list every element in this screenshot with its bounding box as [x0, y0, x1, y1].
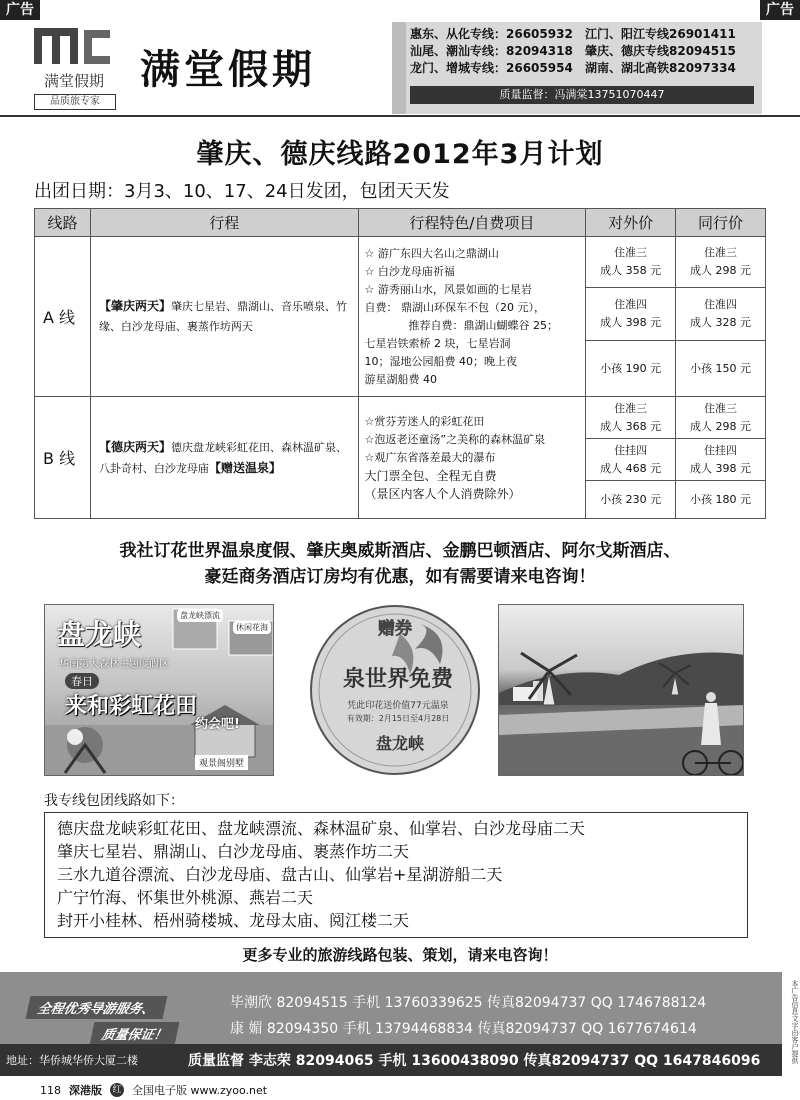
- header-public-price: 对外价: [586, 209, 676, 237]
- coupon-top-label: 赠券: [378, 619, 412, 639]
- price-room: 住挂四: [704, 443, 738, 457]
- header-divider: [0, 115, 800, 117]
- departure-dates: 出团日期：3月3、10、17、24日发团，包团天天发: [34, 181, 450, 202]
- route-a-label: A 线: [35, 237, 91, 397]
- package-heading: 我专线包团线路如下：: [44, 793, 184, 809]
- ad-tag-left: 广告: [0, 0, 40, 20]
- feature-line: 七星岩铁索桥 2 块，七星岩洞: [364, 336, 511, 350]
- price-value: 成人 328 元: [690, 316, 752, 329]
- route-b-itinerary-title: 【德庆两天】: [98, 439, 171, 454]
- logo-slogan: 品质旅专家: [34, 94, 116, 110]
- poster-villa-tag: 观景阁别墅: [195, 755, 248, 770]
- price-room: 住准三: [614, 246, 648, 259]
- price-cell: [586, 481, 676, 519]
- contact-footer: [0, 972, 782, 1076]
- feature-line: 10；湿地公园船费 40；晚上夜: [364, 354, 518, 368]
- hotline-entry: 龙门、增城专线：26605954: [410, 61, 573, 75]
- price-value: 小孩 230 元: [600, 492, 662, 506]
- address: 地址：华侨城华侨大厦二楼: [6, 1054, 138, 1067]
- price-room: 住准三: [614, 401, 648, 415]
- poster-title: 盘龙峡: [57, 618, 142, 651]
- contact-line: 康 媚 82094350 手机 13794468834 传真82094737 QQ 1677674614: [230, 1021, 697, 1037]
- feature-line: ☆观广东省落差最大的瀑布: [364, 450, 496, 464]
- price-value: 成人 398 元: [600, 316, 662, 329]
- poster-date-text: 约会吧!: [195, 717, 240, 732]
- more-info: 更多专业的旅游线路包装、策划，请来电咨询！: [242, 946, 558, 964]
- list-item: 三水九道谷漂流、白沙龙母庙、盘古山、仙掌岩+星湖游船二天: [57, 865, 503, 884]
- coupon-main-label: 泉世界免费: [342, 667, 454, 692]
- hotline-entry: 湖南、湖北高铁82097334: [585, 61, 736, 75]
- quality-supervision: 质量监督：冯满棠13751070447: [410, 86, 754, 104]
- price-room: 住准四: [704, 298, 738, 311]
- header: [0, 20, 800, 116]
- hotline-row: [410, 60, 760, 77]
- feature-line: ☆ 白沙龙母庙祈福: [364, 264, 455, 278]
- table-row-a: [35, 237, 766, 288]
- feature-line: 推荐自费：鼎湖山蝴蝶谷 25；: [408, 318, 559, 332]
- feature-line: 大门票全包、全程无自费: [364, 468, 497, 483]
- mc-logo-icon: [34, 26, 114, 66]
- list-item: 封开小桂林、梧州骑楼城、龙母太庙、阅江楼二天: [57, 911, 410, 930]
- price-value: 小孩 150 元: [690, 361, 752, 375]
- route-b-gift: 【赠送温泉】: [208, 460, 281, 475]
- contact-list: [230, 990, 706, 1042]
- list-item: 德庆盘龙峡彩虹花田、盘龙峡漂流、森林温矿泉、仙掌岩、白沙龙母庙二天: [57, 819, 586, 838]
- route-b-itinerary: [90, 397, 358, 519]
- header-line: 线路: [35, 209, 91, 237]
- coupon-circle-icon: [300, 604, 490, 776]
- price-cell: [586, 341, 676, 397]
- hotline-entry: 江门、阳江专线26901411: [585, 27, 736, 41]
- price-value: 成人 398 元: [690, 461, 752, 475]
- hotline-entry: 惠东、从化专线：26605932: [410, 27, 573, 41]
- price-value: 成人 368 元: [600, 419, 662, 433]
- list-item: 广宁竹海、怀集世外桃源、燕岩二天: [57, 888, 314, 907]
- edition-badge-icon: 红: [110, 1083, 124, 1097]
- feature-line: ☆ 游广东四大名山之鼎湖山: [364, 246, 499, 260]
- panlongxia-poster: [44, 604, 274, 776]
- brand-logo: [20, 22, 128, 112]
- page-footer: [40, 1082, 267, 1098]
- hot-spring-coupon: [300, 604, 490, 776]
- list-item: 肇庆七星岩、鼎湖山、白沙龙母庙、裹蒸作坊二天: [57, 842, 410, 861]
- poster-rafting-tag: 盘龙峡漂流: [177, 609, 223, 622]
- footer-slogan-1: 全程优秀导游服务、: [26, 996, 168, 1019]
- route-b-itinerary-text: 德庆盘龙峡彩虹花田、森林温矿泉、八卦奇村、白沙龙母庙: [98, 440, 347, 475]
- price-cell: [676, 237, 766, 288]
- price-room: 住挂四: [614, 443, 648, 457]
- price-cell: [586, 288, 676, 341]
- price-cell: [676, 481, 766, 519]
- price-value: 成人 298 元: [690, 419, 752, 433]
- coupon-value-line: 凭此印花送价值77元温泉: [347, 701, 449, 711]
- route-a-itinerary-text: 肇庆七星岩、鼎湖山、音乐喷泉、竹缘、白沙龙母庙、裹蒸作坊两天: [98, 300, 347, 333]
- feature-line: ☆赏芬芳迷人的彩虹花田: [364, 414, 485, 428]
- hotline-entry: 汕尾、潮汕专线：82094318: [410, 44, 573, 58]
- feature-line: 自费： 鼎湖山环保车不包（20 元），: [364, 300, 546, 314]
- promo-line: 豪廷商务酒店订房均有优惠，如有需要请来电咨询！: [204, 567, 596, 587]
- header-features: 行程特色/自费项目: [358, 209, 586, 237]
- price-cell: [676, 341, 766, 397]
- price-room: 住准三: [704, 246, 738, 259]
- route-table: [34, 208, 766, 519]
- coupon-brand: 盘龙峡: [375, 734, 425, 753]
- feature-line: ☆ 游秀丽山水，风景如画的七星岩: [364, 282, 532, 296]
- edition-label: 深港版: [69, 1084, 102, 1097]
- hotline-panel: [392, 22, 762, 114]
- price-cell: [586, 397, 676, 439]
- brand-name: 满堂假期: [140, 46, 316, 93]
- price-cell: [676, 397, 766, 439]
- route-a-itinerary: [90, 237, 358, 397]
- hotline-list: [410, 26, 760, 77]
- side-note: 本广告信息文字由客户提供: [791, 980, 799, 1064]
- table-row-b: [35, 397, 766, 439]
- hotline-row: [410, 43, 760, 60]
- route-a-features: [358, 237, 586, 397]
- table-header-row: [35, 209, 766, 237]
- page-title: 肇庆、德庆线路2012年3月计划: [196, 139, 604, 170]
- hotel-promo: [0, 538, 800, 590]
- poster-banner: 来和彩虹花田: [65, 694, 198, 719]
- price-cell: [586, 439, 676, 481]
- feature-line: （景区内客人个人消费除外）: [364, 486, 521, 501]
- page-number: 118: [40, 1083, 61, 1097]
- route-b-features: [358, 397, 586, 519]
- promo-line: 我社订花世界温泉度假、肇庆奥威斯酒店、金鹏巴顿酒店、阿尔戈斯酒店、: [119, 541, 681, 561]
- price-room: 住准四: [614, 298, 648, 311]
- feature-line: 游星湖船费 40: [364, 372, 438, 386]
- price-cell: [676, 288, 766, 341]
- poster-spring-badge: 春日: [65, 673, 99, 689]
- price-room: 住准三: [704, 401, 738, 415]
- price-value: 成人 298 元: [690, 264, 752, 277]
- windmill-scene-icon: [499, 605, 744, 776]
- feature-line: ☆泡返老还童汤”之美称的森林温矿泉: [364, 432, 546, 446]
- poster-flower-tag: 休闲花海: [233, 621, 271, 634]
- price-value: 小孩 190 元: [600, 361, 662, 375]
- quality-supervisor: 质量监督 李志荣 82094065 手机 13600438090 传真82094737 QQ 1647846096: [188, 1053, 761, 1069]
- footer-slogan-2: 质量保证！: [90, 1022, 180, 1045]
- contact-line: 毕潮欣 82094515 手机 13760339625 传真82094737 QQ 1746788124: [230, 995, 707, 1011]
- ad-tag-right: 广告: [760, 0, 800, 20]
- price-value: 成人 468 元: [600, 461, 662, 475]
- poster-subtitle: 华南第大森林主题度假区: [59, 659, 169, 670]
- price-value: 成人 358 元: [600, 264, 662, 277]
- coupon-valid-line: 有效期：2月15日至4月28日: [346, 714, 450, 723]
- footer-bar: [0, 1044, 782, 1076]
- price-cell: [676, 439, 766, 481]
- logo-subtitle: 满堂假期: [43, 72, 104, 90]
- price-value: 小孩 180 元: [690, 492, 752, 506]
- windmill-photo: [498, 604, 744, 776]
- header-peer-price: 同行价: [676, 209, 766, 237]
- package-list: [44, 812, 748, 938]
- header-itinerary: 行程: [90, 209, 358, 237]
- website-link[interactable]: 全国电子版 www.zyoo.net: [132, 1084, 268, 1097]
- route-b-label: B 线: [35, 397, 91, 519]
- hotline-entry: 肇庆、德庆专线82094515: [585, 44, 736, 58]
- route-a-itinerary-title: 【肇庆两天】: [98, 299, 171, 313]
- hotline-row: [410, 26, 760, 43]
- price-cell: [586, 237, 676, 288]
